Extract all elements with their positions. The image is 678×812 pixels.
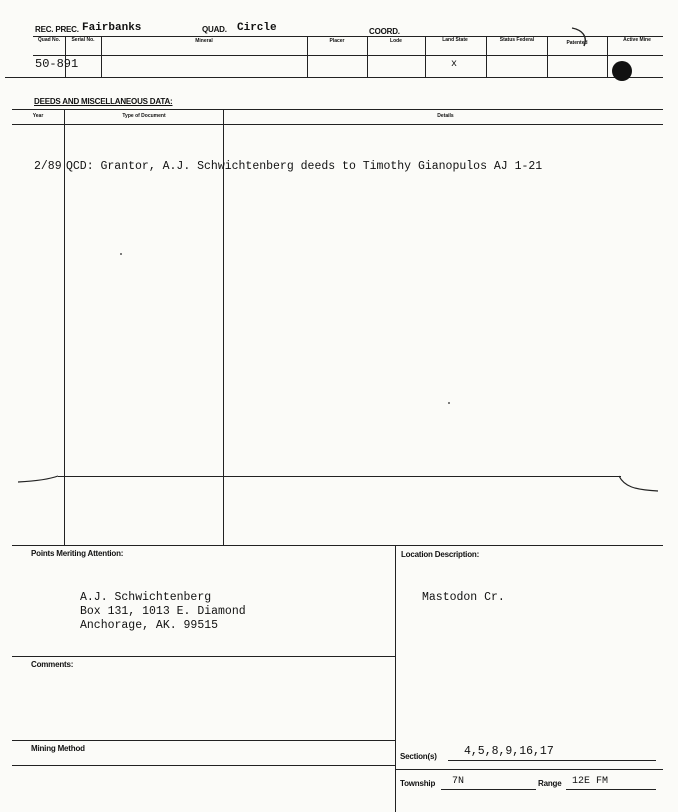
col-quad-no: Quad No. bbox=[37, 37, 61, 43]
fold-curl-right bbox=[618, 472, 662, 494]
scan-speck bbox=[448, 402, 450, 404]
col-serial-no: Serial No. bbox=[71, 37, 95, 43]
township-value: 7N bbox=[452, 776, 465, 787]
points-line-2: Box 131, 1013 E. Diamond bbox=[80, 605, 246, 618]
col-details: Details bbox=[437, 113, 454, 119]
header-col-divider bbox=[101, 36, 102, 77]
comments-label: Comments: bbox=[31, 660, 74, 669]
township-top-rule bbox=[395, 769, 663, 770]
location-value: Mastodon Cr. bbox=[422, 591, 505, 604]
points-label: Points Meriting Attention: bbox=[31, 549, 124, 558]
header-col-divider bbox=[486, 36, 487, 77]
deeds-top-rule bbox=[12, 109, 663, 110]
quad-value: Circle bbox=[237, 22, 277, 34]
col-type-of-document: Type of Document bbox=[122, 113, 166, 119]
lower-center-divider bbox=[395, 545, 396, 812]
active-mine-dot bbox=[612, 61, 632, 81]
rec-prec-value: Fairbanks bbox=[82, 22, 142, 34]
points-line-1: A.J. Schwichtenberg bbox=[80, 591, 212, 604]
deed-entry-details: QCD: Grantor, A.J. Schwichtenberg deeds to Timothy Gianopulos AJ 1-21 bbox=[66, 160, 543, 173]
comments-top-rule bbox=[12, 656, 395, 657]
header-bottom-rule bbox=[5, 77, 663, 78]
col-lode: Lode bbox=[390, 38, 402, 44]
header-col-divider bbox=[367, 36, 368, 77]
col-active-mine: Active Mine bbox=[623, 37, 651, 43]
mining-bottom-rule bbox=[12, 765, 395, 766]
deeds-header-rule bbox=[12, 124, 663, 125]
sections-label: Section(s) bbox=[400, 752, 437, 761]
col-status-federal: Status Federal bbox=[499, 37, 535, 43]
quad-label: QUAD. bbox=[202, 25, 227, 34]
mining-top-rule bbox=[12, 740, 395, 741]
deeds-col-divider bbox=[64, 109, 65, 545]
township-label: Township bbox=[400, 779, 436, 788]
sections-underline bbox=[448, 760, 656, 761]
header-col-divider bbox=[307, 36, 308, 77]
deed-entry-year: 2/89 bbox=[34, 160, 62, 173]
rec-prec-label: REC. PREC. bbox=[35, 25, 79, 34]
col-mineral: Mineral bbox=[195, 38, 213, 44]
range-value: 12E FM bbox=[572, 776, 609, 787]
col-placer: Placer bbox=[329, 38, 345, 44]
header-col-divider bbox=[607, 36, 608, 77]
coord-label: COORD. bbox=[369, 27, 400, 36]
col-year: Year bbox=[32, 113, 44, 119]
fold-curl-left bbox=[18, 472, 60, 486]
mining-method-label: Mining Method bbox=[31, 744, 85, 753]
lower-top-rule bbox=[12, 545, 663, 546]
scan-speck bbox=[120, 253, 122, 255]
deeds-col-divider bbox=[223, 109, 224, 545]
sections-value: 4,5,8,9,16,17 bbox=[464, 745, 554, 758]
land-state-mark: x bbox=[451, 59, 458, 70]
range-underline bbox=[566, 789, 656, 790]
range-label: Range bbox=[538, 779, 562, 788]
fold-line bbox=[58, 476, 621, 477]
col-patented: Patented bbox=[566, 40, 588, 46]
pencil-bracket-mark bbox=[568, 26, 596, 48]
quad-serial-value: 50-891 bbox=[35, 57, 79, 71]
header-mid-rule bbox=[33, 55, 663, 56]
col-land-state: Land State bbox=[442, 37, 468, 43]
township-underline bbox=[441, 789, 536, 790]
deeds-section-title: DEEDS AND MISCELLANEOUS DATA: bbox=[34, 97, 173, 106]
header-col-divider bbox=[547, 36, 548, 77]
location-label: Location Description: bbox=[401, 550, 480, 559]
points-line-3: Anchorage, AK. 99515 bbox=[80, 619, 219, 632]
header-col-divider bbox=[425, 36, 426, 77]
